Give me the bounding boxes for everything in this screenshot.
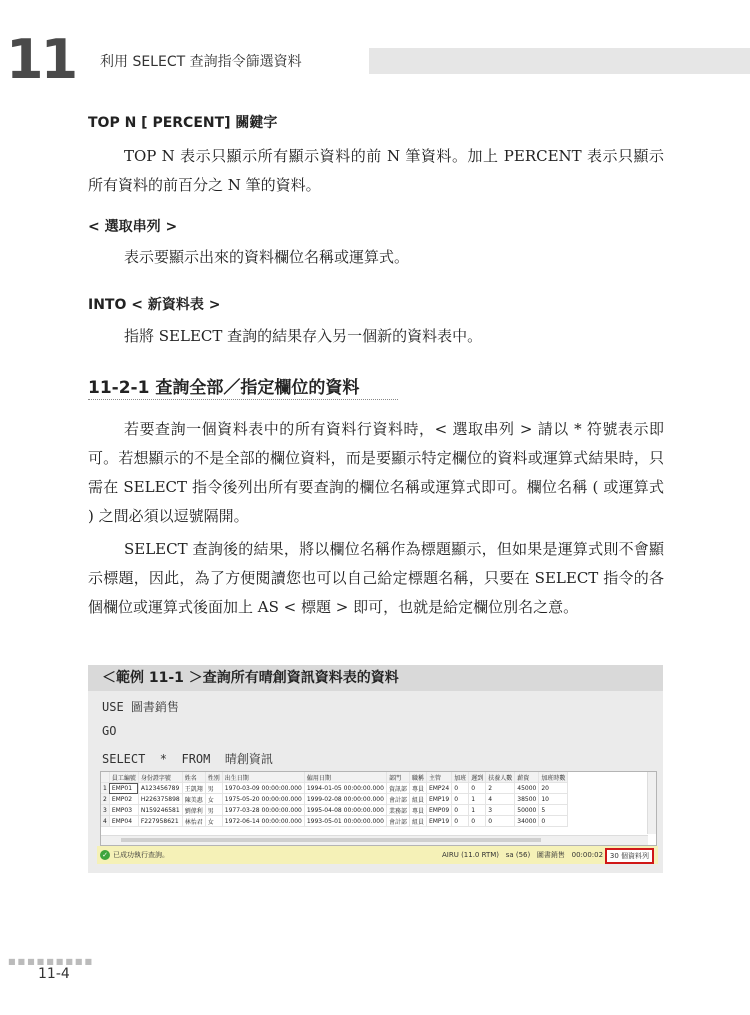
column-header[interactable]: 職稱 [409, 772, 426, 783]
table-cell[interactable]: 45000 [515, 783, 539, 794]
table-row[interactable] [101, 783, 568, 794]
table-cell[interactable]: 0 [486, 816, 515, 827]
paragraph-2: SELECT 查詢後的結果，將以欄位名稱作為標題顯示，但如果是運算式則不會顯示標題，因此，為了方便閱讀您也可以自己給定標題名稱，只要在 SELECT 指令的各個欄位或運算式後面加上 AS < 標題 > 即可，也就是給定欄位別名之意。 [88, 540, 664, 616]
table-cell[interactable]: 20 [539, 783, 568, 794]
column-header[interactable]: 薪資 [515, 772, 539, 783]
scrollbar-thumb[interactable] [121, 838, 541, 842]
code-line-2: GO [102, 724, 117, 738]
table-cell[interactable]: 0 [452, 805, 469, 816]
table-cell[interactable]: F227958621 [138, 816, 182, 827]
table-cell[interactable]: 1977-03-28 00:00:00.000 [222, 805, 304, 816]
table-row[interactable] [101, 794, 568, 805]
table-cell[interactable]: 會計部 [386, 794, 409, 805]
example-box [88, 665, 663, 873]
table-cell[interactable]: 專員 [409, 783, 426, 794]
table-cell[interactable]: EMP04 [109, 816, 138, 827]
table-row[interactable] [101, 805, 568, 816]
column-header[interactable]: 性別 [205, 772, 222, 783]
table-cell[interactable]: 業務部 [386, 805, 409, 816]
table-cell[interactable]: 1975-05-20 00:00:00.000 [222, 794, 304, 805]
header-bar [369, 48, 750, 74]
footer-dots: ■■■■■■■■■ [8, 957, 95, 966]
table-cell[interactable]: 劉偉利 [182, 805, 205, 816]
table-cell[interactable]: 0 [539, 816, 568, 827]
code-line-1: USE 圖書銷售 [102, 700, 179, 714]
row-count-highlight: 30 個資料列 [605, 848, 654, 864]
table-cell[interactable]: 5 [539, 805, 568, 816]
row-number[interactable]: 3 [101, 805, 109, 816]
table-row[interactable] [101, 816, 568, 827]
status-message: 已成功執行查詢。 [113, 851, 169, 859]
table-cell[interactable]: 女 [205, 794, 222, 805]
table-cell[interactable]: 0 [469, 816, 486, 827]
status-info [442, 846, 603, 864]
table-cell[interactable]: 0 [469, 783, 486, 794]
table-cell[interactable]: N159246581 [138, 805, 182, 816]
status-database: 圖書銷售 [536, 851, 565, 859]
table-cell[interactable]: 男 [205, 783, 222, 794]
term-top-n: TOP N [ PERCENT] 關鍵字 [88, 115, 278, 131]
table-cell[interactable]: 陳美惠 [182, 794, 205, 805]
table-cell[interactable]: 1 [469, 794, 486, 805]
table-cell[interactable]: 資訊部 [386, 783, 409, 794]
table-cell[interactable]: 50000 [515, 805, 539, 816]
status-elapsed: 00:00:02 [571, 851, 604, 859]
table-cell[interactable]: 38500 [515, 794, 539, 805]
table-cell[interactable]: 林怡君 [182, 816, 205, 827]
results-table [101, 772, 568, 827]
status-user: sa (56) [505, 851, 531, 859]
table-cell[interactable]: 2 [486, 783, 515, 794]
chapter-number: 11 [6, 28, 76, 91]
table-cell[interactable]: EMP19 [426, 816, 451, 827]
table-cell[interactable]: 1994-01-05 00:00:00.000 [304, 783, 386, 794]
example-title: ＜範例 11-1 ＞查詢所有晴創資訊資料表的資料 [88, 665, 663, 691]
grid-header-row [101, 772, 568, 783]
vertical-scrollbar[interactable] [647, 772, 656, 834]
table-cell[interactable]: EMP02 [109, 794, 138, 805]
column-header[interactable]: 扶養人數 [486, 772, 515, 783]
table-cell[interactable]: 3 [486, 805, 515, 816]
table-cell[interactable]: EMP01 [109, 783, 138, 794]
table-cell[interactable]: EMP09 [426, 805, 451, 816]
table-cell[interactable]: 1972-06-14 00:00:00.000 [222, 816, 304, 827]
column-header[interactable]: 主管 [426, 772, 451, 783]
table-cell[interactable]: 專員 [409, 805, 426, 816]
table-cell[interactable]: 34000 [515, 816, 539, 827]
table-cell[interactable]: 1999-02-08 00:00:00.000 [304, 794, 386, 805]
section-rule [88, 399, 398, 400]
table-cell[interactable]: 1993-05-01 00:00:00.000 [304, 816, 386, 827]
table-cell[interactable]: EMP24 [426, 783, 451, 794]
table-cell[interactable]: 王凱翔 [182, 783, 205, 794]
horizontal-scrollbar[interactable] [101, 835, 648, 845]
table-cell[interactable]: EMP03 [109, 805, 138, 816]
row-number[interactable]: 1 [101, 783, 109, 794]
column-header[interactable]: 部門 [386, 772, 409, 783]
results-grid[interactable] [100, 771, 657, 846]
grid-corner [101, 772, 109, 783]
section-heading: 11-2-1 查詢全部／指定欄位的資料 [88, 378, 360, 398]
table-cell[interactable]: A123456789 [138, 783, 182, 794]
table-cell[interactable]: EMP19 [426, 794, 451, 805]
table-cell[interactable]: 0 [452, 816, 469, 827]
table-cell[interactable]: 1970-03-09 00:00:00.000 [222, 783, 304, 794]
column-header[interactable]: 遲到 [469, 772, 486, 783]
code-line-3: SELECT * FROM 晴創資訊 [102, 752, 273, 766]
table-cell[interactable]: 1995-04-08 00:00:00.000 [304, 805, 386, 816]
term-into: INTO < 新資料表 > [88, 297, 221, 313]
table-cell[interactable]: 4 [486, 794, 515, 805]
column-header[interactable]: 身份證字號 [138, 772, 182, 783]
column-header[interactable]: 加班 [452, 772, 469, 783]
desc-select-list: 表示要顯示出來的資料欄位名稱或運算式。 [124, 248, 410, 266]
desc-into: 指將 SELECT 查詢的結果存入另一個新的資料表中。 [124, 327, 483, 345]
success-check-icon: ✓ [100, 850, 110, 860]
row-number[interactable]: 2 [101, 794, 109, 805]
column-header[interactable]: 僱用日期 [304, 772, 386, 783]
term-select-list: < 選取串列 > [88, 219, 178, 235]
table-cell[interactable]: H226375898 [138, 794, 182, 805]
column-header[interactable]: 出生日期 [222, 772, 304, 783]
table-cell[interactable]: 男 [205, 805, 222, 816]
paragraph-1: 若要查詢一個資料表中的所有資料行資料時，< 選取串列 > 請以 * 符號表示即可。若想顯示的不是全部的欄位資料，而是要顯示特定欄位的資料或運算式結果時，只需在 SELECT 指令後列出所有要查詢的欄位名稱或運算式即可。欄位名稱 ( 或運算式 ) 之間必須以逗號隔開。 [88, 420, 664, 525]
desc-top-n: TOP N 表示只顯示所有顯示資料的前 N 筆資料。加上 PERCENT 表示只顯示所有資料的前百分之 N 筆的資料。 [88, 147, 664, 194]
table-cell[interactable]: 1 [469, 805, 486, 816]
chapter-title: 利用 SELECT 查詢指令篩選資料 [100, 54, 302, 70]
page-number: 11-4 [38, 966, 70, 982]
column-header[interactable]: 姓名 [182, 772, 205, 783]
table-cell[interactable]: 會計部 [386, 816, 409, 827]
table-cell[interactable]: 0 [452, 783, 469, 794]
status-server: AIRU (11.0 RTM) [442, 851, 500, 859]
table-cell[interactable]: 組員 [409, 816, 426, 827]
table-cell[interactable]: 組員 [409, 794, 426, 805]
column-header[interactable]: 員工編號 [109, 772, 138, 783]
column-header[interactable]: 加班時數 [539, 772, 568, 783]
status-bar [97, 846, 658, 864]
table-cell[interactable]: 10 [539, 794, 568, 805]
table-cell[interactable]: 女 [205, 816, 222, 827]
row-number[interactable]: 4 [101, 816, 109, 827]
table-cell[interactable]: 0 [452, 794, 469, 805]
